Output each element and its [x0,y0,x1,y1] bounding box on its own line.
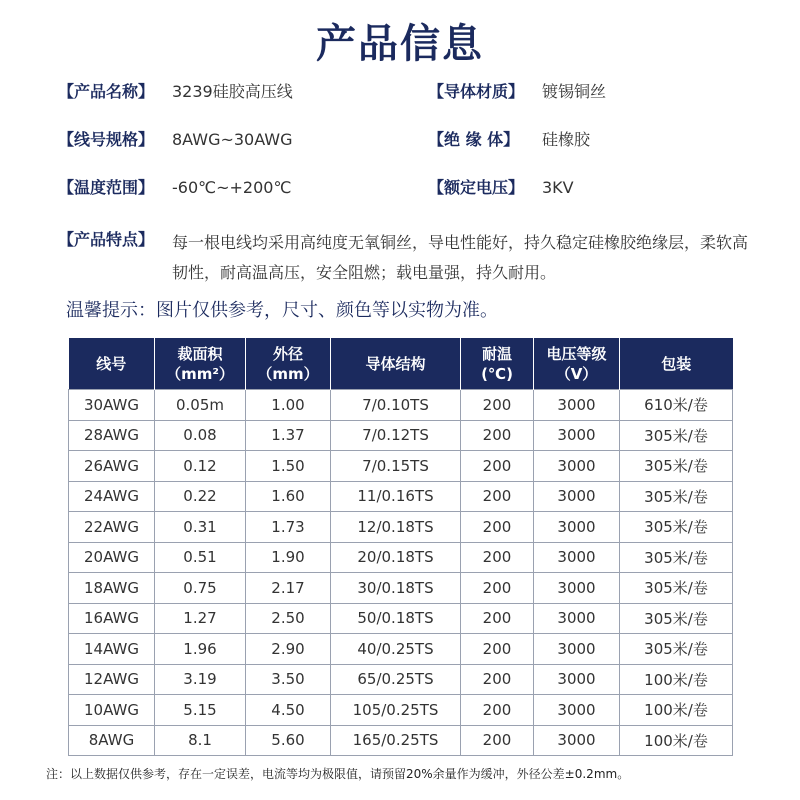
table-cell: 3.19 [155,664,246,695]
table-cell: 40/0.25TS [331,634,461,665]
column-header [331,338,461,390]
column-header-line: 裁面积 [177,344,223,363]
voltage-value: 3KV [542,178,574,197]
table-row [69,512,733,543]
table-cell: 24AWG [69,481,155,512]
table-cell: 3.50 [246,664,331,695]
table-cell: 200 [461,390,534,421]
table-cell: 16AWG [69,603,155,634]
table-cell: 200 [461,512,534,543]
table-row [69,481,733,512]
table-cell: 200 [461,634,534,665]
table-row [69,451,733,482]
table-cell: 305米/卷 [620,542,733,573]
footnote: 注：以上数据仅供参考，存在一定误差，电流等均为极限值，请预留20%余量作为缓冲，外径公差±0.2mm。 [46,767,630,781]
table-cell: 5.15 [155,695,246,726]
table-row [69,725,733,756]
table-cell: 100米/卷 [620,664,733,695]
table-cell: 200 [461,725,534,756]
tip-text: 温馨提示：图片仅供参考，尺寸、颜色等以实物为准。 [66,300,498,321]
table-cell: 12/0.18TS [331,512,461,543]
product-name-label: 【产品名称】 [58,82,155,101]
insulation-value: 硅橡胶 [542,130,591,149]
table-cell: 200 [461,420,534,451]
table-cell: 7/0.10TS [331,390,461,421]
voltage-label: 【额定电压】 [428,178,525,197]
table-cell: 305米/卷 [620,573,733,604]
column-header-line: （V） [555,364,598,383]
table-cell: 3000 [534,664,620,695]
table-cell: 50/0.18TS [331,603,461,634]
table-cell: 3000 [534,451,620,482]
table-cell: 3000 [534,603,620,634]
table-cell: 0.08 [155,420,246,451]
table-cell: 3000 [534,725,620,756]
table-cell: 200 [461,664,534,695]
table-cell: 14AWG [69,634,155,665]
table-cell: 3000 [534,481,620,512]
table-cell: 610米/卷 [620,390,733,421]
table-cell: 3000 [534,573,620,604]
column-header-line: 耐温 [481,344,512,363]
features-label: 【产品特点】 [58,230,155,249]
conductor-label: 【导体材质】 [428,82,525,101]
table-body [69,390,733,756]
table-cell: 30AWG [69,390,155,421]
table-cell: 305米/卷 [620,451,733,482]
product-name-value: 3239硅胶高压线 [172,82,293,101]
table-cell: 305米/卷 [620,481,733,512]
table-cell: 2.17 [246,573,331,604]
table-row [69,573,733,604]
table-cell: 0.12 [155,451,246,482]
table-cell: 165/0.25TS [331,725,461,756]
table-cell: 200 [461,451,534,482]
table-cell: 200 [461,695,534,726]
column-header-line: 外径 [272,344,303,363]
table-cell: 1.96 [155,634,246,665]
table-cell: 2.50 [246,603,331,634]
table-cell: 3000 [534,542,620,573]
table-cell: 0.31 [155,512,246,543]
table-cell: 11/0.16TS [331,481,461,512]
conductor-value: 镀锡铜丝 [542,82,607,101]
table-cell: 200 [461,542,534,573]
column-header-line: （mm²） [166,364,234,383]
table-cell: 1.90 [246,542,331,573]
table-cell: 0.75 [155,573,246,604]
table-cell: 12AWG [69,664,155,695]
table-row [69,664,733,695]
table-row [69,695,733,726]
table-cell: 3000 [534,420,620,451]
table-cell: 305米/卷 [620,512,733,543]
table-cell: 5.60 [246,725,331,756]
table-cell: 1.37 [246,420,331,451]
table-cell: 7/0.12TS [331,420,461,451]
table-cell: 3000 [534,512,620,543]
table-row [69,420,733,451]
table-cell: 30/0.18TS [331,573,461,604]
column-header-line: (℃) [481,364,513,383]
table-cell: 20/0.18TS [331,542,461,573]
table-cell: 305米/卷 [620,603,733,634]
table-cell: 22AWG [69,512,155,543]
table-cell: 200 [461,481,534,512]
table-cell: 2.90 [246,634,331,665]
table-cell: 1.00 [246,390,331,421]
table-cell: 65/0.25TS [331,664,461,695]
table-cell: 1.50 [246,451,331,482]
table-cell: 4.50 [246,695,331,726]
table-cell: 200 [461,603,534,634]
column-header [534,338,620,390]
column-header [155,338,246,390]
column-header-line: 电压等级 [546,344,607,363]
table-cell: 100米/卷 [620,695,733,726]
table-cell: 26AWG [69,451,155,482]
column-header-line: 导体结构 [365,354,426,373]
temperature-value: -60℃~+200℃ [172,178,292,197]
table-cell: 20AWG [69,542,155,573]
table-cell: 10AWG [69,695,155,726]
table-cell: 18AWG [69,573,155,604]
table-cell: 3000 [534,695,620,726]
table-cell: 8.1 [155,725,246,756]
table-cell: 0.05m [155,390,246,421]
page-title: 产品信息 [316,21,484,67]
spec-value: 8AWG~30AWG [172,130,293,149]
table-cell: 1.27 [155,603,246,634]
table-row [69,603,733,634]
table-cell: 1.60 [246,481,331,512]
table-row [69,390,733,421]
table-cell: 0.22 [155,481,246,512]
spec-table [68,338,733,756]
table-cell: 1.73 [246,512,331,543]
column-header [69,338,155,390]
table-cell: 305米/卷 [620,420,733,451]
table-cell: 7/0.15TS [331,451,461,482]
table-cell: 105/0.25TS [331,695,461,726]
table-cell: 305米/卷 [620,634,733,665]
column-header-line: （mm） [257,364,319,383]
spec-label: 【线号规格】 [58,130,155,149]
table-cell: 3000 [534,634,620,665]
column-header [620,338,733,390]
table-header-row [69,338,733,390]
column-header [246,338,331,390]
table-cell: 28AWG [69,420,155,451]
temperature-label: 【温度范围】 [58,178,155,197]
table-cell: 8AWG [69,725,155,756]
table-cell: 0.51 [155,542,246,573]
table-cell: 3000 [534,390,620,421]
table-row [69,634,733,665]
column-header [461,338,534,390]
column-header-line: 包装 [661,354,692,373]
table-cell: 100米/卷 [620,725,733,756]
features-value: 每一根电线均采用高纯度无氧铜丝，导电性能好，持久稳定硅橡胶绝缘层，柔软高韧性，耐高温高压，安全阻燃；载电量强，持久耐用。 [172,233,749,282]
column-header-line: 线号 [96,354,127,373]
insulation-label: 【绝 缘 体】 [428,130,520,149]
table-cell: 200 [461,573,534,604]
table-row [69,542,733,573]
